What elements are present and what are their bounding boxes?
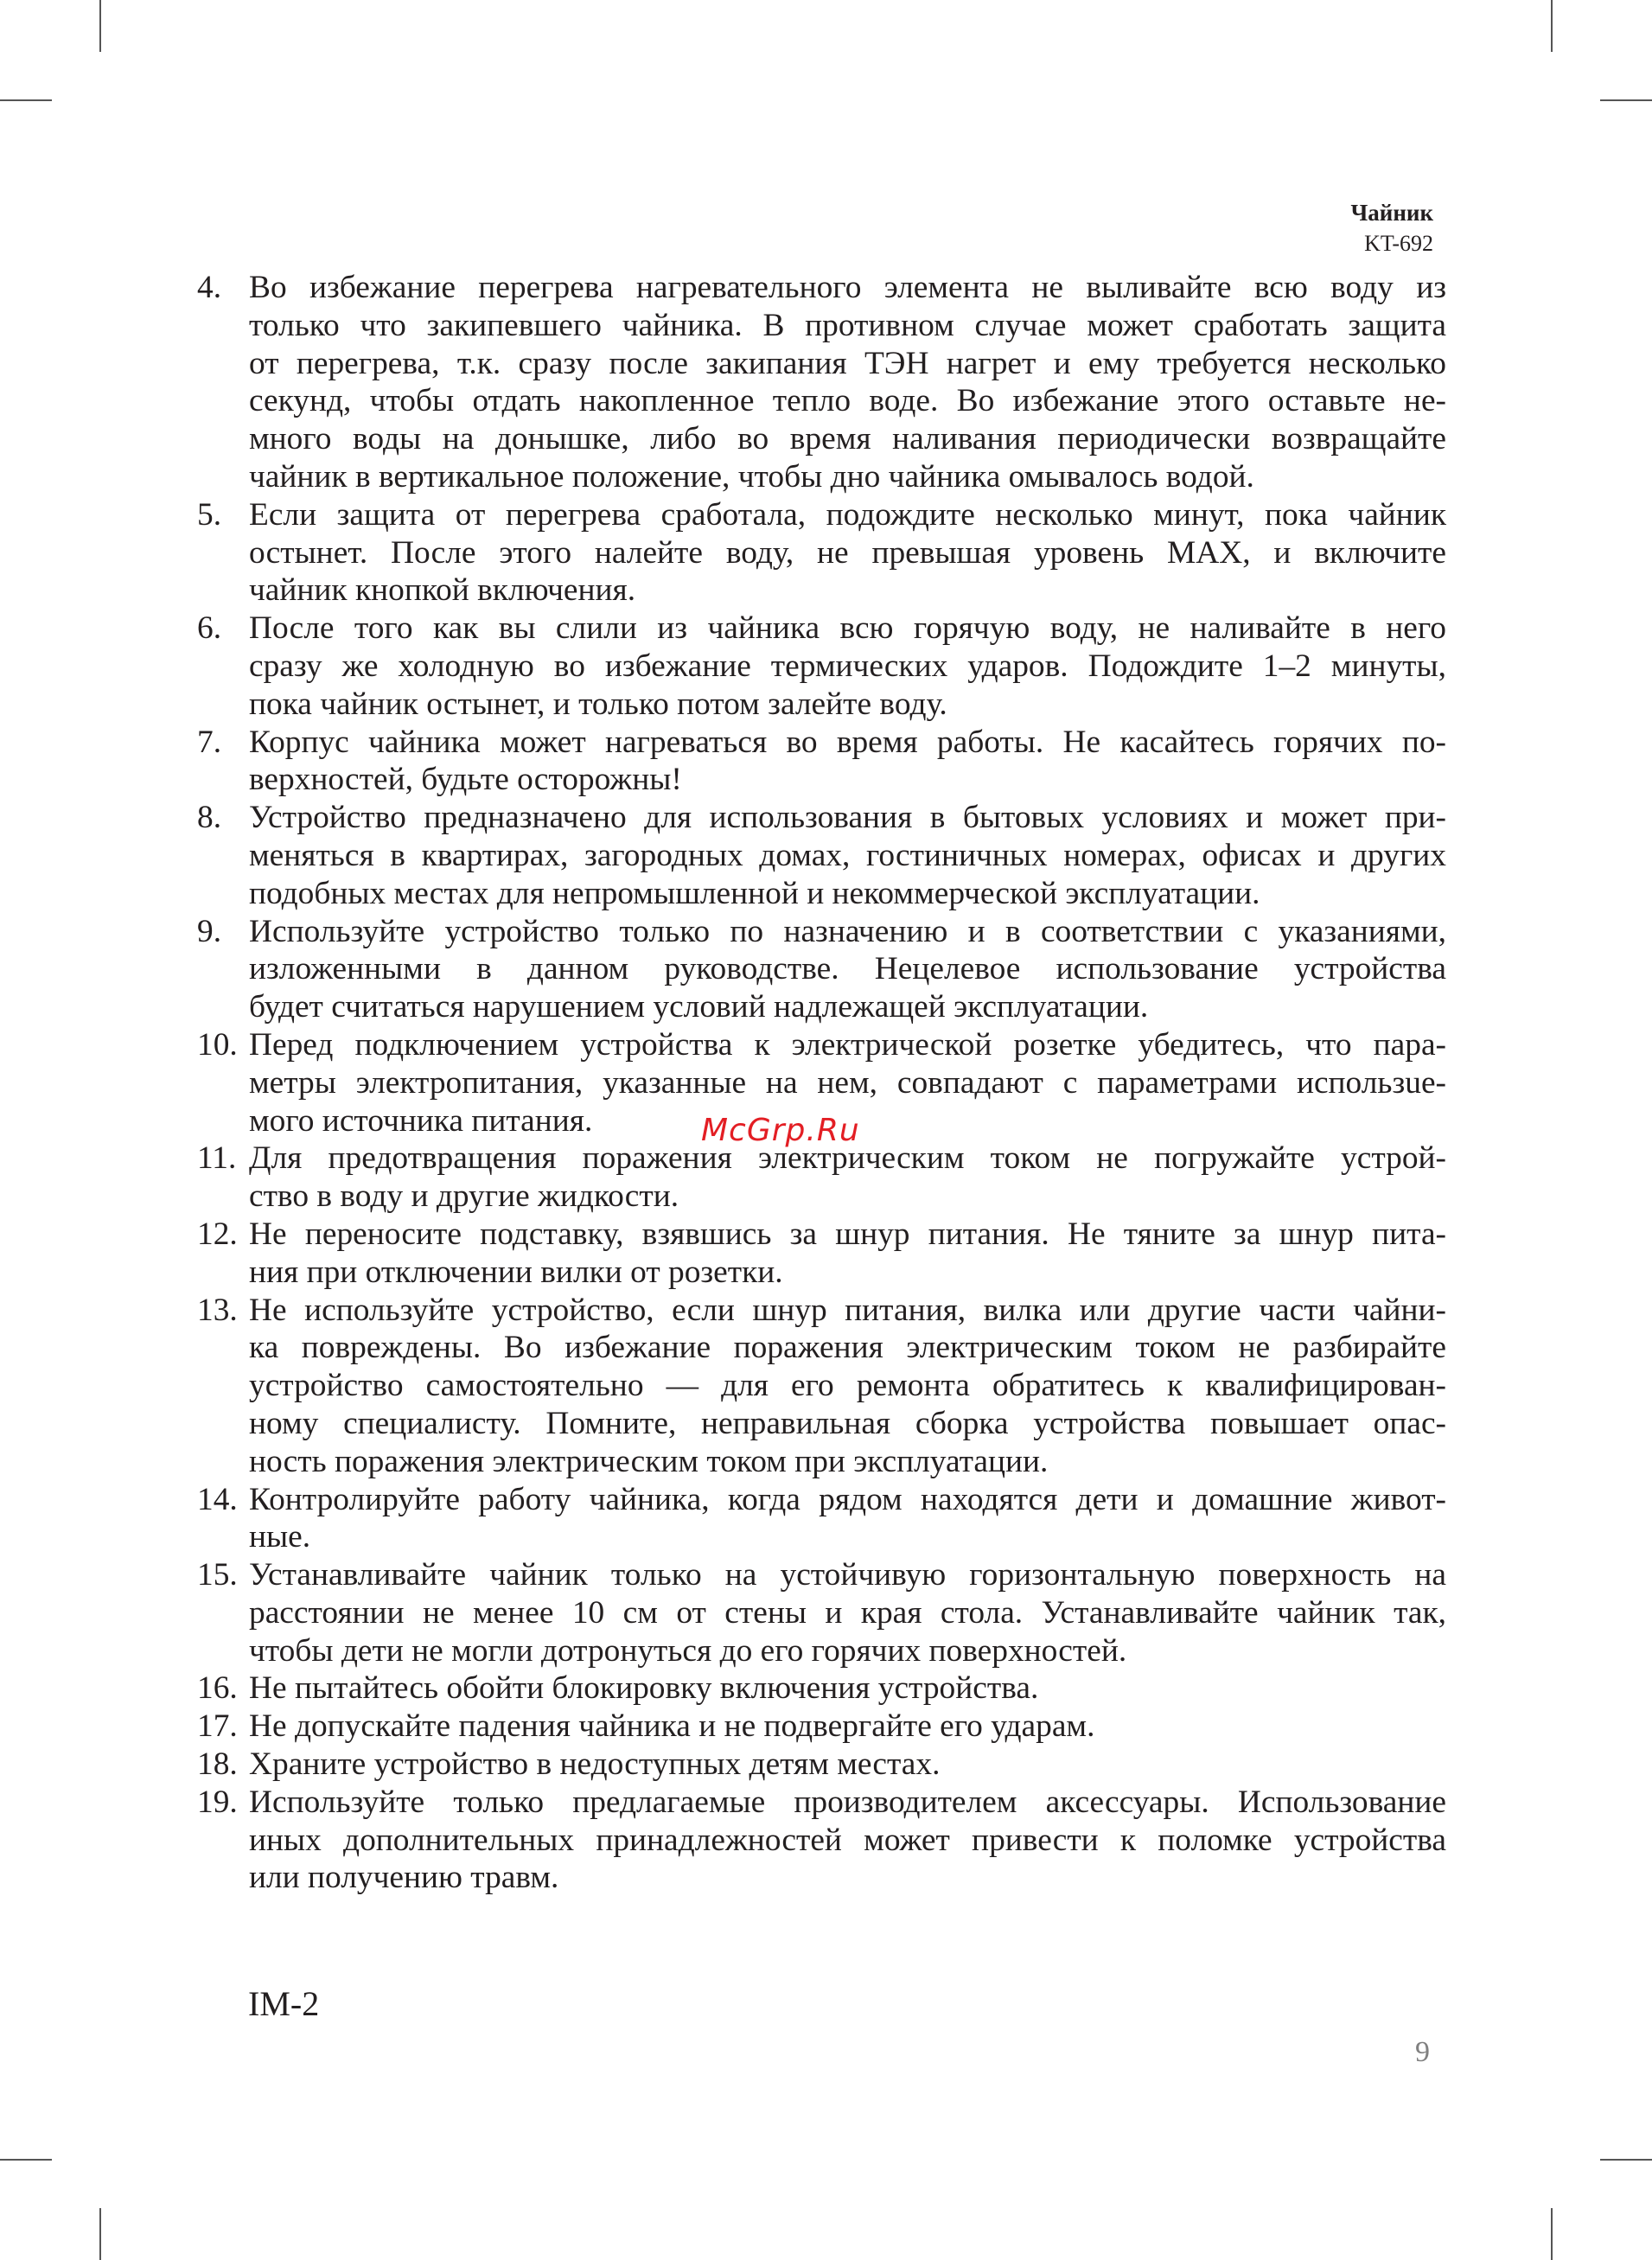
crop-mark-bottom-right <box>1551 2208 1553 2260</box>
text-line: метры электропитания, указанные на нем, совпадают с параметрами использue- <box>249 1064 1446 1101</box>
document-code: IM-2 <box>248 1984 320 2023</box>
text-line: сразу же холодную во избежание термических ударов. Подождите 1–2 минуты, <box>249 648 1446 684</box>
list-item-text <box>249 1292 1446 1481</box>
text-line: Перед подключением устройства к электрической розетке убедитесь, что пара- <box>249 1026 1446 1063</box>
list-item <box>197 1784 1446 1897</box>
text-line: чайник в вертикальное положение, чтобы дно чайника омывалось водой. <box>249 458 1254 495</box>
text-line: пока чайник остынет, и только потом залейте воду. <box>249 686 947 722</box>
crop-mark-top-left <box>99 0 101 52</box>
text-line: Не переносите подставку, взявшись за шнур питания. Не тяните за шнур пита- <box>249 1216 1446 1252</box>
text-line: Контролируйте работу чайника, когда рядом находятся дети и домашние живот- <box>249 1481 1446 1517</box>
text-line: Не допускайте падения чайника и не подвергайте его ударам. <box>249 1708 1095 1745</box>
crop-mark-left-bottom <box>0 2159 52 2161</box>
text-line: ния при отключении вилки от розетки. <box>249 1254 783 1290</box>
text-line: чтобы дети не могли дотронуться до его горячих поверхностей. <box>249 1632 1127 1669</box>
product-name: Чайник <box>1350 200 1433 226</box>
text-line: Во избежание перегрева нагревательного элемента не выливайте всю воду из <box>249 270 1446 305</box>
crop-mark-right-bottom <box>1600 2159 1652 2161</box>
list-item-number: 14. <box>197 1481 238 1517</box>
text-line: остынет. После этого налейте воду, не превышая уровень MAX, и включите <box>249 534 1446 571</box>
text-line: Используйте только предлагаемые производителем аксессуары. Использование <box>249 1784 1446 1820</box>
text-line: ство в воду и другие жидкости. <box>249 1178 679 1215</box>
list-item-text <box>249 1784 1446 1897</box>
list-item-number: 9. <box>197 913 222 949</box>
watermark-text: McGrp.Ru <box>701 1113 860 1148</box>
text-line: Корпус чайника может нагреваться во время работы. Не касайтесь горячих по- <box>249 724 1446 760</box>
list-item <box>197 610 1446 723</box>
text-line: расстоянии не менее 10 см от стены и края стола. Устанавливайте чайник так, <box>249 1594 1446 1631</box>
page-header <box>1350 197 1433 259</box>
list-item <box>197 1481 1446 1557</box>
list-item-number: 10. <box>197 1026 238 1063</box>
list-item-text <box>249 724 1446 800</box>
list-item <box>197 724 1446 800</box>
list-item-text <box>249 1746 1446 1784</box>
list-item-text <box>249 269 1446 496</box>
list-item-number: 19. <box>197 1784 238 1820</box>
list-item-text <box>249 610 1446 723</box>
text-line: только что закипевшего чайника. В противном случае может сработать защита <box>249 307 1446 343</box>
list-item-text <box>249 1556 1446 1669</box>
text-line: После того как вы слили из чайника всю горячую воду, не наливайте в него <box>249 610 1446 647</box>
text-line: Если защита от перегрева сработала, подождите несколько минут, пока чайник <box>249 496 1446 533</box>
list-item <box>197 1669 1446 1708</box>
text-line: мого источника питания. <box>249 1102 593 1139</box>
text-line: Устанавливайте чайник только на устойчивую горизонтальную поверхность на <box>249 1557 1446 1593</box>
list-item-number: 12. <box>197 1216 238 1252</box>
text-line: будет считаться нарушением условий надлежащей эксплуатации. <box>249 989 1149 1025</box>
text-line: ному специалисту. Помните, неправильная сборка устройства повышает опас- <box>249 1405 1446 1441</box>
text-line: Используйте устройство только по назначению и в соответствии с указаниями, <box>249 913 1446 949</box>
text-line: Для предотвращения поражения электрическим током не погружайте устрой- <box>249 1140 1446 1177</box>
text-line: ка повреждены. Во избежание поражения электрическим током не разбирайте <box>249 1330 1446 1366</box>
list-item <box>197 1708 1446 1746</box>
list-item <box>197 496 1446 610</box>
list-item-number: 13. <box>197 1292 238 1328</box>
page-number: 9 <box>1415 2036 1430 2068</box>
list-item <box>197 1140 1446 1216</box>
list-item <box>197 1292 1446 1481</box>
list-item <box>197 1556 1446 1669</box>
list-item-text <box>249 1140 1446 1216</box>
list-item <box>197 269 1446 496</box>
text-line: от перегрева, т.к. сразу после закипания ТЭН нагрет и ему требуется несколько <box>249 345 1446 381</box>
crop-mark-right-top <box>1600 99 1652 101</box>
text-line: Храните устройство в недоступных детям местах. <box>249 1746 941 1783</box>
text-line: устройство самостоятельно — для его ремонта обратитесь к квалифицирован- <box>249 1368 1446 1404</box>
list-item-number: 7. <box>197 724 222 760</box>
list-item-number: 4. <box>197 270 222 305</box>
list-item-number: 6. <box>197 610 222 647</box>
text-line: много воды на донышке, либо во время наливания периодически возвращайте <box>249 421 1446 457</box>
text-line: верхностей, будьте осторожны! <box>249 762 682 798</box>
text-line: Не пытайтесь обойти блокировку включения устройства. <box>249 1670 1039 1707</box>
list-item-number: 17. <box>197 1708 238 1745</box>
crop-mark-left-top <box>0 99 52 101</box>
list-item-number: 5. <box>197 496 222 533</box>
list-item-number: 11. <box>197 1140 237 1177</box>
list-item-text <box>249 496 1446 610</box>
list-item-text <box>249 913 1446 1026</box>
text-line: Устройство предназначено для использования в бытовых условиях и может при- <box>249 800 1446 836</box>
text-line: изложенными в данном руководстве. Нецелевое использование устройства <box>249 951 1446 987</box>
text-line: Не используйте устройство, если шнур питания, вилка или другие части чайни- <box>249 1292 1446 1328</box>
text-line: секунд, чтобы отдать накопленное тепло воде. Во избежание этого оставьте не- <box>249 383 1446 419</box>
text-line: ность поражения электрическим током при эксплуатации. <box>249 1443 1049 1479</box>
list-item <box>197 913 1446 1026</box>
list-item <box>197 799 1446 912</box>
list-item <box>197 1746 1446 1784</box>
text-line: меняться в квартирах, загородных домах, гостиничных номерах, офисах и других <box>249 837 1446 873</box>
list-item-text <box>249 1708 1446 1746</box>
list-item-text <box>249 1669 1446 1708</box>
list-item <box>197 1216 1446 1292</box>
list-item-text <box>249 799 1446 912</box>
product-model: KT-692 <box>1364 231 1433 256</box>
list-item-number: 15. <box>197 1557 238 1593</box>
text-line: подобных местах для непромышленной и некоммерческой эксплуатации. <box>249 875 1260 911</box>
list-item-number: 18. <box>197 1746 238 1783</box>
safety-instructions-list <box>197 269 1446 1897</box>
list-item-number: 16. <box>197 1670 238 1707</box>
list-item-text <box>249 1216 1446 1292</box>
text-line: иных дополнительных принадлежностей может привести к поломке устройства <box>249 1822 1446 1858</box>
list-item-text <box>249 1481 1446 1557</box>
text-line: ные. <box>249 1519 311 1555</box>
crop-mark-bottom-left <box>99 2208 101 2260</box>
list-item-number: 8. <box>197 800 222 836</box>
text-line: или получению травм. <box>249 1860 559 1896</box>
crop-mark-top-right <box>1551 0 1553 52</box>
text-line: чайник кнопкой включения. <box>249 572 636 609</box>
